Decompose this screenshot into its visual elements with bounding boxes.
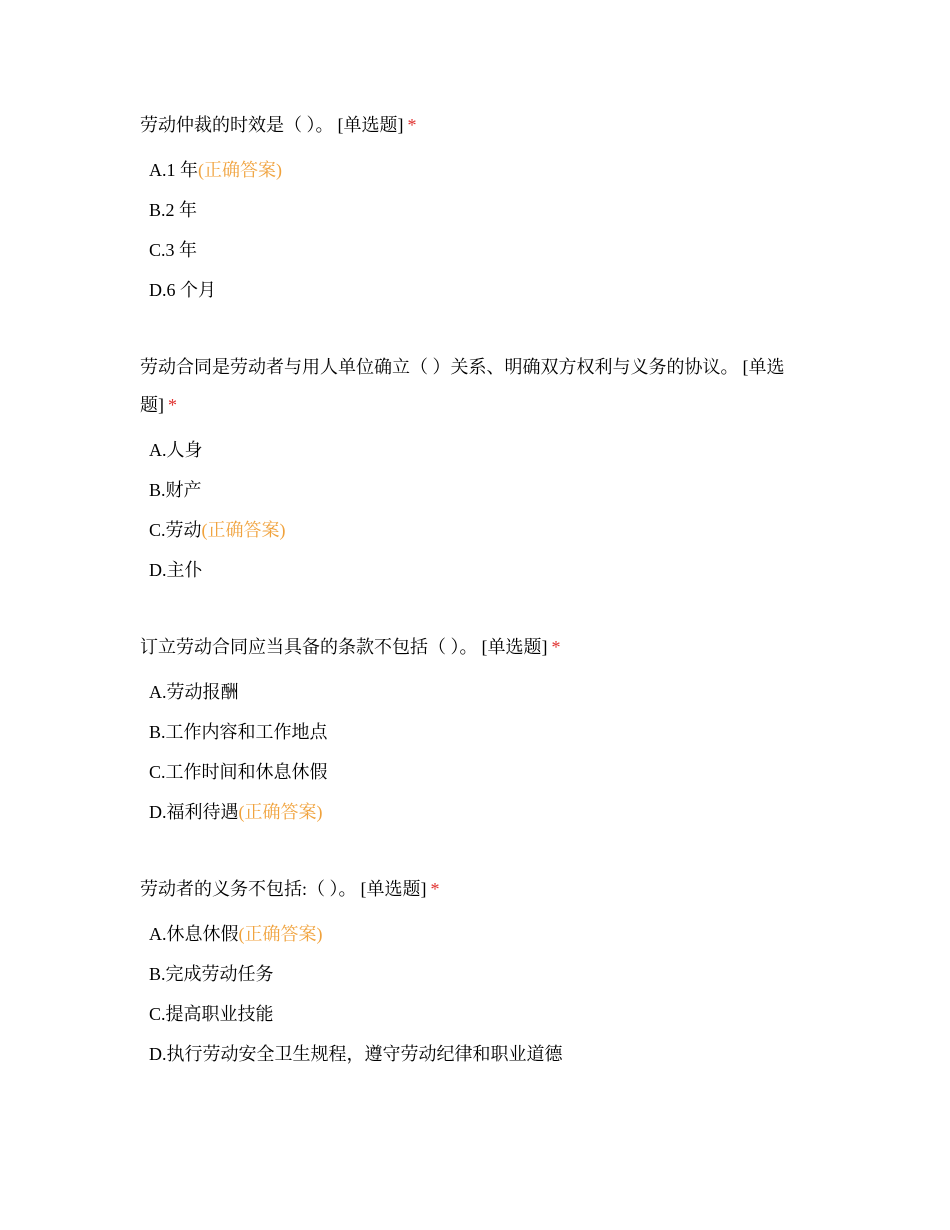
question-4 (140, 870, 820, 1074)
question-text: 劳动仲裁的时效是（ ）。 (140, 115, 334, 135)
question-title (140, 628, 820, 666)
correct-answer-marker: (正确答案) (238, 802, 323, 822)
option-label: C.3 年 (149, 240, 198, 260)
options-list (140, 672, 820, 832)
question-2 (140, 348, 820, 590)
question-title (140, 870, 820, 908)
option-label: A.人身 (149, 440, 203, 460)
option-label: A.休息休假 (149, 924, 239, 944)
option-label: D.6 个月 (149, 280, 216, 300)
correct-answer-marker: (正确答案) (198, 160, 282, 180)
option-label: A.1 年 (149, 160, 198, 180)
option-d[interactable] (149, 792, 820, 832)
option-label: D.执行劳动安全卫生规程，遵守劳动纪律和职业道德 (149, 1044, 563, 1064)
option-label: C.提高职业技能 (149, 1004, 274, 1024)
option-c[interactable] (149, 752, 820, 792)
question-text: 劳动者的义务不包括:（ ）。 (140, 879, 357, 899)
option-c[interactable] (149, 994, 820, 1034)
correct-answer-marker: (正确答案) (238, 924, 323, 944)
option-label: B.2 年 (149, 200, 198, 220)
options-list (140, 430, 820, 590)
option-c[interactable] (149, 230, 820, 270)
option-b[interactable] (149, 470, 820, 510)
option-label: B.完成劳动任务 (149, 964, 274, 984)
question-type: [单选题] (337, 115, 404, 135)
option-label: B.财产 (149, 480, 202, 500)
option-label: D.福利待遇 (149, 802, 239, 822)
question-text: 订立劳动合同应当具备的条款不包括（ ）。 (140, 637, 478, 657)
option-label: A.劳动报酬 (149, 682, 239, 702)
option-b[interactable] (149, 954, 820, 994)
option-c[interactable] (149, 510, 820, 550)
option-b[interactable] (149, 190, 820, 230)
option-label: D.主仆 (149, 560, 203, 580)
option-d[interactable] (149, 1034, 820, 1074)
question-type: [单选题] (360, 879, 427, 899)
correct-answer-marker: (正确答案) (201, 520, 286, 540)
question-type: [单选题] (481, 637, 548, 657)
option-b[interactable] (149, 712, 820, 752)
required-marker: * (430, 879, 440, 899)
question-3 (140, 628, 820, 832)
question-1 (140, 106, 820, 310)
option-d[interactable] (149, 270, 820, 310)
required-marker: * (168, 395, 177, 415)
option-a[interactable] (149, 914, 820, 954)
option-a[interactable] (149, 150, 820, 190)
option-a[interactable] (149, 672, 820, 712)
required-marker: * (551, 637, 561, 657)
question-text: 劳动合同是劳动者与用人单位确立（ ）关系、明确双方权利与义务的协议。 (140, 357, 739, 377)
options-list (140, 914, 820, 1074)
option-label: C.工作时间和休息休假 (149, 762, 328, 782)
option-label: C.劳动 (149, 520, 202, 540)
options-list (140, 150, 820, 310)
question-type: [单选题] (140, 357, 785, 415)
option-a[interactable] (149, 430, 820, 470)
option-d[interactable] (149, 550, 820, 590)
required-marker: * (407, 115, 417, 135)
option-label: B.工作内容和工作地点 (149, 722, 328, 742)
question-title (140, 348, 820, 424)
question-title (140, 106, 820, 144)
